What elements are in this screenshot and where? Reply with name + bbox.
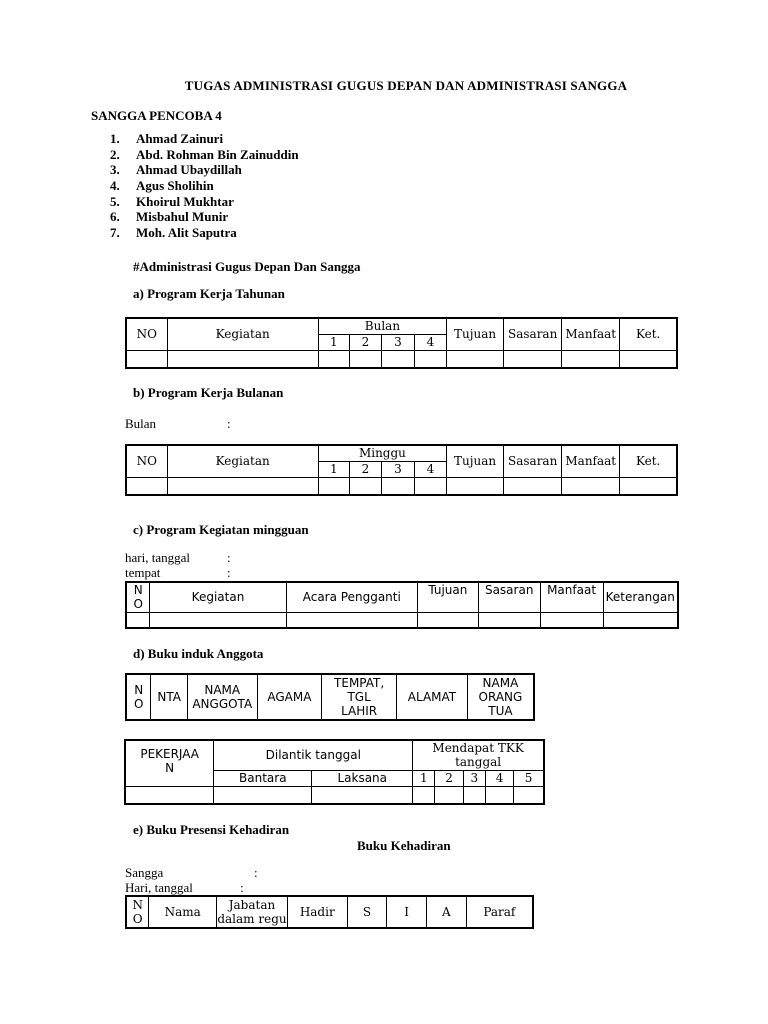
heading-program-kerja-tahunan: a) Program Kerja Tahunan (133, 286, 285, 301)
col-minggu-4: 4 (414, 461, 446, 477)
col-dilantik-tanggal: Dilantik tanggal (214, 740, 413, 770)
heading-program-kegiatan-mingguan: c) Program Kegiatan mingguan (133, 522, 309, 537)
col-pekerjaan: PEKERJAA N (125, 740, 214, 786)
table-program-kerja-bulanan (125, 444, 678, 496)
field-label-hari-tanggal: hari, tanggal (125, 550, 190, 565)
list-item: 4. Agus Sholihin (110, 178, 214, 194)
col-minggu-1: 1 (318, 461, 349, 477)
col-tkk-2: 2 (435, 770, 463, 786)
col-nama: Nama (149, 896, 217, 928)
table-row (126, 477, 677, 495)
col-mendapat-tkk: Mendapat TKK tanggal (413, 740, 544, 770)
col-nama-orang-tua: NAMA ORANG TUA (467, 674, 534, 720)
col-paraf: Paraf (466, 896, 533, 928)
table-row (126, 612, 678, 628)
heading-buku-induk-anggota: d) Buku induk Anggota (133, 646, 264, 661)
field-colon: : (227, 416, 231, 431)
field-label-hari-tanggal: Hari, tanggal (125, 880, 193, 895)
col-agama: AGAMA (257, 674, 322, 720)
col-bulan-4: 4 (414, 334, 446, 350)
subheading-buku-kehadiran: Buku Kehadiran (357, 838, 451, 853)
col-tkk-5: 5 (514, 770, 544, 786)
col-sasaran: Sasaran (478, 582, 540, 612)
col-s: S (347, 896, 387, 928)
col-manfaat: Manfaat (562, 445, 620, 477)
table-program-kegiatan-mingguan (125, 581, 679, 629)
col-tkk-1: 1 (413, 770, 435, 786)
col-acara-pengganti: Acara Pengganti (286, 582, 417, 612)
col-sasaran: Sasaran (504, 445, 562, 477)
list-item: 3. Ahmad Ubaydillah (110, 162, 242, 178)
col-minggu: Minggu (318, 445, 446, 461)
list-item: 6. Misbahul Munir (110, 209, 229, 225)
col-tujuan: Tujuan (447, 445, 504, 477)
col-bulan-2: 2 (349, 334, 381, 350)
col-tujuan: Tujuan (447, 318, 504, 350)
col-hadir: Hadir (287, 896, 347, 928)
col-no: NO (126, 445, 167, 477)
field-label-sangga: Sangga (125, 865, 164, 880)
table-buku-induk-anggota (125, 673, 535, 721)
col-i: I (387, 896, 427, 928)
col-alamat: ALAMAT (397, 674, 468, 720)
col-no: N O (126, 582, 150, 612)
col-keterangan: Keterangan (603, 582, 678, 612)
field-colon: : (254, 865, 258, 880)
col-tkk-4: 4 (485, 770, 513, 786)
heading-program-kerja-bulanan: b) Program Kerja Bulanan (133, 385, 284, 400)
member-list (110, 131, 299, 241)
field-colon: : (240, 880, 244, 895)
col-no: N O (126, 896, 149, 928)
col-jabatan: Jabatan dalam regu (217, 898, 287, 926)
col-a: A (427, 896, 467, 928)
col-kegiatan: Kegiatan (150, 582, 286, 612)
field-colon: : (227, 550, 231, 565)
table-row (125, 786, 544, 804)
col-bantara: Bantara (214, 770, 312, 786)
col-manfaat: Manfaat (562, 318, 620, 350)
col-no: NO (126, 318, 167, 350)
heading-buku-presensi-kehadiran: e) Buku Presensi Kehadiran (133, 822, 290, 837)
col-minggu-3: 3 (381, 461, 414, 477)
table-program-kerja-tahunan (125, 317, 678, 369)
table-buku-kehadiran (125, 895, 534, 929)
col-nama-anggota: NAMA ANGGOTA (187, 674, 257, 720)
table-row (126, 350, 677, 368)
col-tempat-tgl-lahir: TEMPAT, TGL LAHIR (322, 674, 397, 720)
col-no: N O (126, 674, 151, 720)
col-nta: NTA (151, 674, 187, 720)
col-ket: Ket. (620, 445, 677, 477)
col-bulan-1: 1 (318, 334, 349, 350)
col-minggu-2: 2 (349, 461, 381, 477)
col-tkk-3: 3 (463, 770, 485, 786)
list-item: 7. Moh. Alit Saputra (110, 225, 237, 241)
col-kegiatan: Kegiatan (167, 318, 318, 350)
list-item: 2. Abd. Rohman Bin Zainuddin (110, 146, 299, 162)
field-label-tempat: tempat (125, 565, 161, 580)
document-title: TUGAS ADMINISTRASI GUGUS DEPAN DAN ADMINISTRASI SANGGA (184, 78, 628, 93)
list-item: 1. Ahmad Zainuri (110, 131, 224, 146)
sangga-title: SANGGA PENCOBA 4 (91, 108, 222, 123)
table-buku-induk-anggota-lanjutan (124, 739, 545, 805)
col-bulan-3: 3 (381, 334, 414, 350)
col-laksana: Laksana (312, 770, 413, 786)
col-sasaran: Sasaran (504, 318, 562, 350)
col-tujuan: Tujuan (417, 582, 478, 612)
col-manfaat: Manfaat (540, 582, 603, 612)
section-heading: #Administrasi Gugus Depan Dan Sangga (133, 259, 361, 274)
col-kegiatan: Kegiatan (167, 445, 318, 477)
field-colon: : (227, 565, 231, 580)
col-ket: Ket. (620, 318, 677, 350)
list-item: 5. Khoirul Mukhtar (110, 193, 234, 209)
field-label-bulan: Bulan (125, 416, 157, 431)
col-bulan: Bulan (318, 318, 446, 334)
